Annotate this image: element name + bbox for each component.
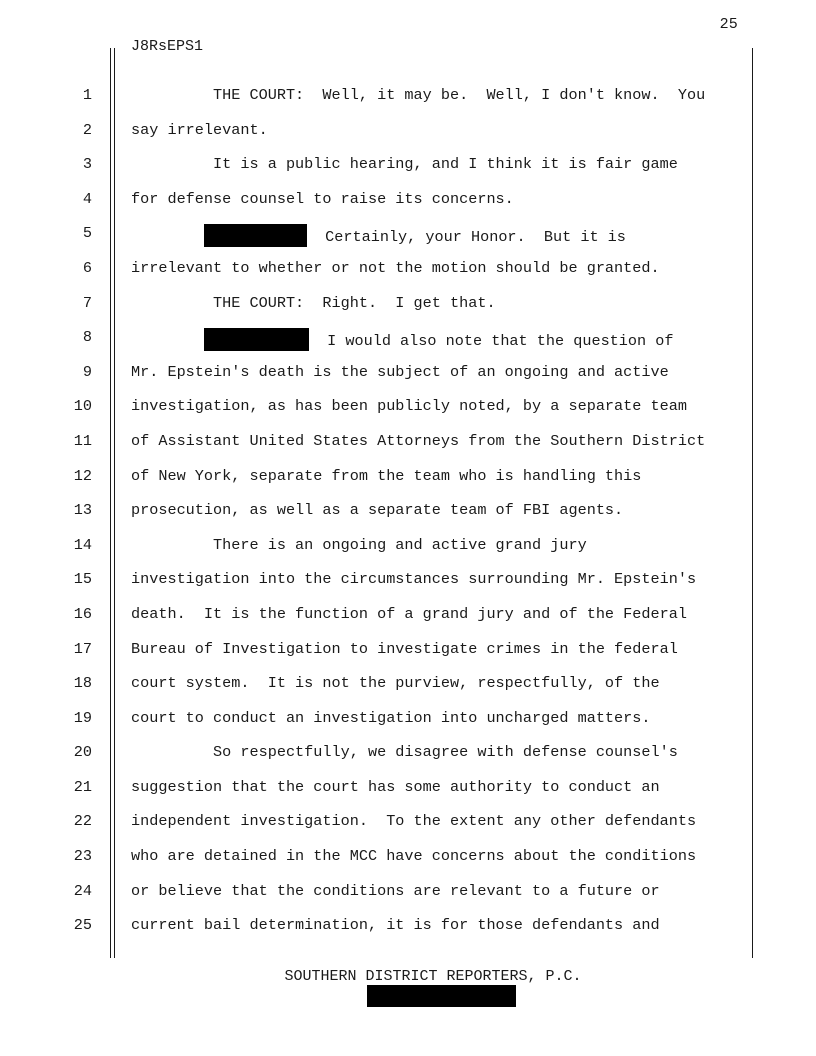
line-text-segment: prosecution, as well as a separate team of FBI agents. <box>131 501 624 520</box>
transcript-line <box>0 838 816 873</box>
line-text <box>131 190 514 208</box>
line-text-segment: irrelevant to whether or not the motion should be granted. <box>131 258 660 277</box>
transcript-line <box>0 734 816 769</box>
line-text-segment: investigation, as has been publicly noted, by a separate team <box>131 397 687 416</box>
line-text-segment: of Assistant United States Attorneys from the Southern District <box>131 431 706 450</box>
line-number: 4 <box>82 189 92 208</box>
line-text-segment: Mr. Epstein's death is the subject of an ongoing and active <box>131 362 669 381</box>
line-number: 17 <box>73 639 92 658</box>
line-text-segment: who are detained in the MCC have concerns about the conditions <box>131 847 697 866</box>
line-text-segment: say irrelevant. <box>131 120 268 139</box>
line-text <box>131 605 687 623</box>
line-number: 20 <box>73 743 92 762</box>
line-text-segment: court system. It is not the purview, respectfully, of the <box>131 674 660 693</box>
transcript-line <box>0 388 816 423</box>
line-number: 2 <box>82 120 92 139</box>
redaction-box <box>204 224 307 247</box>
transcript-line <box>0 631 816 666</box>
transcript-line <box>0 319 816 354</box>
line-text-segment: investigation into the circumstances surrounding Mr. Epstein's <box>131 570 697 589</box>
transcript-line <box>0 146 816 181</box>
line-number: 13 <box>73 501 92 520</box>
transcript-line <box>0 215 816 250</box>
transcript-line <box>0 285 816 320</box>
line-number: 16 <box>73 604 92 623</box>
line-text <box>131 743 678 761</box>
transcript-line <box>0 112 816 147</box>
transcript-line <box>0 181 816 216</box>
line-text-segment: THE COURT: Well, it may be. Well, I don't know. You <box>131 86 706 104</box>
line-number: 10 <box>73 397 92 416</box>
line-text <box>131 294 496 312</box>
line-text <box>131 674 660 692</box>
line-number: 23 <box>73 847 92 866</box>
line-number: 11 <box>73 431 92 450</box>
line-text-segment: There is an ongoing and active grand jury <box>131 535 587 554</box>
line-text-segment: THE COURT: Right. I get that. <box>131 293 496 312</box>
line-text <box>131 224 626 247</box>
line-text <box>131 86 705 104</box>
transcript-line <box>0 250 816 285</box>
line-text <box>131 121 268 139</box>
line-text-segment: of New York, separate from the team who is handling this <box>131 466 642 485</box>
line-number: 3 <box>82 155 92 174</box>
line-text-segment: Bureau of Investigation to investigate crimes in the federal <box>131 639 678 658</box>
transcript-line <box>0 354 816 389</box>
line-text <box>131 778 660 796</box>
line-number: 1 <box>82 86 92 104</box>
line-text-segment: suggestion that the court has some authority to conduct an <box>131 777 660 796</box>
footer-redaction <box>367 985 516 1007</box>
line-text <box>131 432 705 450</box>
line-text <box>131 847 696 865</box>
line-number: 5 <box>82 224 92 243</box>
line-text <box>131 916 660 934</box>
line-text <box>131 882 660 900</box>
line-text <box>131 501 623 519</box>
reporter-footer: SOUTHERN DISTRICT REPORTERS, P.C. <box>284 968 582 985</box>
redaction-box <box>204 328 309 351</box>
line-text <box>131 709 651 727</box>
line-number: 14 <box>73 535 92 554</box>
line-text <box>131 328 673 351</box>
transcript-line <box>0 803 816 838</box>
transcript-line <box>0 907 816 942</box>
line-text-segment <box>131 228 204 246</box>
line-text-segment: independent investigation. To the extent any other defendants <box>131 812 697 831</box>
transcript-line <box>0 596 816 631</box>
line-number: 22 <box>73 812 92 831</box>
line-number: 21 <box>73 777 92 796</box>
line-text <box>131 155 678 173</box>
line-text <box>131 640 678 658</box>
page-number: 25 <box>719 16 738 33</box>
line-text <box>131 363 669 381</box>
line-text-segment <box>131 332 204 350</box>
line-number: 6 <box>82 258 92 277</box>
line-number: 12 <box>73 466 92 485</box>
line-text-segment: So respectfully, we disagree with defense counsel's <box>131 743 678 762</box>
line-number: 9 <box>82 362 92 381</box>
transcript-line <box>0 77 816 112</box>
line-text <box>131 570 696 588</box>
line-text-segment: or believe that the conditions are relevant to a future or <box>131 881 660 900</box>
line-number: 15 <box>73 570 92 589</box>
line-number: 25 <box>73 916 92 935</box>
transcript-line <box>0 873 816 908</box>
line-text-segment: death. It is the function of a grand jury and of the Federal <box>131 604 687 623</box>
transcript-line <box>0 492 816 527</box>
line-text <box>131 397 687 415</box>
transcript-line <box>0 769 816 804</box>
case-id: J8RsEPS1 <box>131 38 204 55</box>
line-text <box>131 812 696 830</box>
transcript-line <box>0 423 816 458</box>
line-text-segment: current bail determination, it is for those defendants and <box>131 916 660 935</box>
line-text <box>131 259 660 277</box>
line-number: 18 <box>73 674 92 693</box>
line-number: 7 <box>82 293 92 312</box>
transcript-line <box>0 665 816 700</box>
line-text <box>131 467 641 485</box>
line-text-segment: It is a public hearing, and I think it is fair game <box>131 155 678 174</box>
line-text <box>131 536 587 554</box>
transcript-line <box>0 561 816 596</box>
transcript-line <box>0 700 816 735</box>
transcript-line <box>0 527 816 562</box>
line-text-segment: I would also note that the question of <box>308 332 674 351</box>
transcript-line <box>0 458 816 493</box>
line-number: 8 <box>82 328 92 347</box>
line-number: 24 <box>73 881 92 900</box>
transcript-lines <box>0 77 816 942</box>
line-text-segment: for defense counsel to raise its concerns. <box>131 189 514 208</box>
line-text-segment: court to conduct an investigation into uncharged matters. <box>131 708 651 727</box>
line-number: 19 <box>73 708 92 727</box>
line-text-segment: Certainly, your Honor. But it is <box>306 228 626 247</box>
